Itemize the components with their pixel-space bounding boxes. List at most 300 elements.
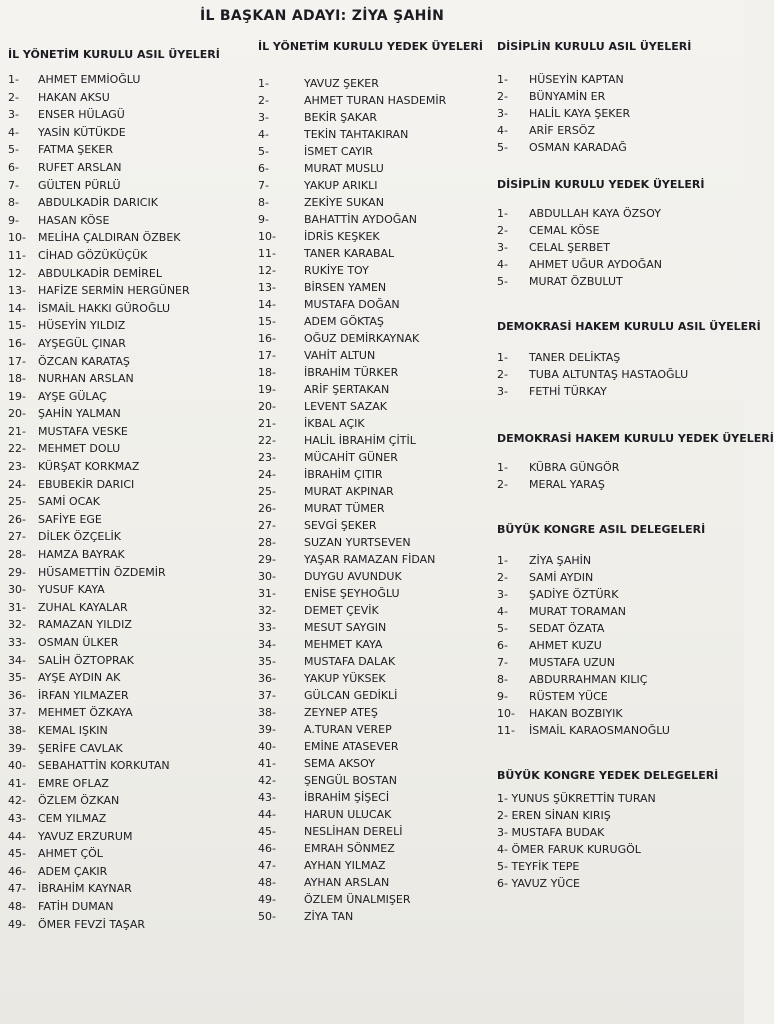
- member-name: BÜNYAMİN ER: [529, 90, 606, 103]
- item-number: 18-: [8, 372, 26, 386]
- item-number: 16-: [258, 332, 276, 345]
- member-name: YAKUP ARIKLI: [304, 179, 378, 192]
- member-name: MURAT ÖZBULUT: [529, 275, 623, 288]
- list-item: [258, 177, 498, 194]
- list-item: [258, 211, 498, 228]
- list-item: [8, 616, 253, 634]
- spacer: [497, 739, 744, 769]
- member-name: CİHAD GÖZÜKÜÇÜK: [38, 248, 148, 262]
- item-number: 39-: [258, 723, 276, 736]
- member-name: 5- TEYFİK TEPE: [497, 860, 580, 873]
- member-name: AHMET TURAN HASDEMİR: [304, 94, 447, 107]
- item-number: 20-: [258, 400, 276, 413]
- item-number: 23-: [258, 451, 276, 464]
- list-item: [8, 405, 253, 423]
- item-number: 34-: [258, 638, 276, 651]
- member-name: SAFİYE EGE: [38, 512, 102, 526]
- member-name: SUZAN YURTSEVEN: [304, 536, 411, 549]
- member-name: SALİH ÖZTOPRAK: [38, 653, 134, 667]
- item-number: 41-: [8, 776, 26, 790]
- item-number: 33-: [8, 636, 26, 649]
- item-number: 44-: [8, 829, 26, 843]
- member-name: SAMİ AYDIN: [529, 571, 594, 584]
- member-name: VAHİT ALTUN: [304, 349, 376, 362]
- item-number: 21-: [258, 417, 276, 430]
- list-item: [8, 722, 253, 740]
- member-name: YASİN KÜTÜKDE: [38, 125, 126, 139]
- item-number: 17-: [258, 349, 276, 362]
- item-number: 4-: [497, 605, 508, 618]
- member-name: SEBAHATTİN KORKUTAN: [38, 759, 170, 773]
- member-name: KEMAL IŞKIN: [38, 723, 108, 737]
- member-name: ZEKİYE SUKAN: [304, 196, 384, 209]
- list-item: [258, 602, 498, 619]
- item-number: 30-: [8, 583, 26, 597]
- list-item: [497, 586, 744, 603]
- member-name: SEMA AKSOY: [304, 757, 375, 770]
- list-item: [497, 122, 744, 139]
- item-number: 48-: [258, 876, 276, 889]
- list-item: [8, 141, 253, 159]
- member-name: ŞERİFE CAVLAK: [38, 741, 123, 755]
- list-item: [258, 466, 498, 483]
- item-number: 5-: [258, 145, 269, 158]
- member-name: ZİYA ŞAHİN: [529, 554, 592, 567]
- list-item: [8, 458, 253, 476]
- member-name: MUSTAFA DALAK: [304, 655, 396, 668]
- member-name: A.TURAN VEREP: [304, 723, 392, 736]
- member-name: HÜSEYİN KAPTAN: [529, 73, 624, 86]
- member-name: CEMAL KÖSE: [529, 224, 600, 237]
- item-number: 1-: [258, 77, 269, 90]
- item-number: 27-: [258, 519, 276, 532]
- list-item: [497, 383, 744, 400]
- item-number: 49-: [8, 917, 26, 931]
- member-name: BİRSEN YAMEN: [304, 281, 387, 294]
- list-item: [497, 637, 744, 654]
- list-item: [497, 552, 744, 569]
- member-name: ENSER HÜLAGÜ: [38, 108, 125, 122]
- member-name: MESUT SAYGIN: [304, 621, 387, 634]
- list-item: [497, 71, 744, 88]
- member-name: CEM YILMAZ: [38, 811, 107, 825]
- list-item: [258, 823, 498, 840]
- item-number: 21-: [8, 424, 26, 438]
- list-item: [8, 493, 253, 511]
- list-item: [258, 687, 498, 704]
- list-item: [8, 177, 253, 195]
- list-item: [497, 858, 744, 875]
- member-name: YUSUF KAYA: [38, 583, 105, 597]
- member-name: RÜSTEM YÜCE: [529, 690, 608, 703]
- member-name: EMİNE ATASEVER: [304, 740, 399, 753]
- list-item: [497, 654, 744, 671]
- list-item: [8, 810, 253, 828]
- member-name: AHMET ÇÖL: [38, 847, 103, 861]
- member-name: YAŞAR RAMAZAN FİDAN: [304, 553, 436, 566]
- list-item: [258, 500, 498, 517]
- list-item: [8, 212, 253, 230]
- item-number: 40-: [8, 759, 26, 773]
- item-number: 50-: [258, 910, 276, 923]
- member-name: ŞAHİN YALMAN: [38, 407, 121, 421]
- list-item: [258, 313, 498, 330]
- list-item: [8, 916, 253, 934]
- member-name: MURAT AKPINAR: [304, 485, 394, 498]
- list-item: [258, 806, 498, 823]
- item-number: 25-: [8, 495, 26, 509]
- item-number: 17-: [8, 354, 26, 368]
- item-number: 10-: [497, 707, 515, 720]
- item-number: 2-: [497, 478, 508, 491]
- member-name: HÜSAMETTİN ÖZDEMİR: [38, 565, 166, 579]
- list-item: [8, 898, 253, 916]
- section-title-kongre-yedek: BÜYÜK KONGRE YEDEK DELEGELERİ: [497, 769, 719, 782]
- member-name: İBRAHİM ŞİŞECİ: [304, 791, 390, 804]
- list-item: [258, 636, 498, 653]
- item-number: 23-: [8, 460, 26, 474]
- member-name: ARİF ERSÖZ: [529, 124, 596, 137]
- list-item: [258, 789, 498, 806]
- member-name: OSMAN ÜLKER: [38, 636, 119, 649]
- list-item: [8, 581, 253, 599]
- section-title-demokrasi-asil: DEMOKRASİ HAKEM KURULU ASIL ÜYELERİ: [497, 320, 761, 333]
- list-item: [258, 908, 498, 925]
- member-name: DEMET ÇEVİK: [304, 604, 379, 617]
- list-item: [497, 705, 744, 722]
- member-name: FATMA ŞEKER: [38, 143, 113, 157]
- member-name: SEDAT ÖZATA: [529, 622, 605, 635]
- item-number: 18-: [258, 366, 276, 379]
- item-number: 22-: [258, 434, 276, 447]
- member-name: AYŞE GÜLAÇ: [38, 389, 107, 403]
- list-item: [8, 353, 253, 371]
- member-name: ZEYNEP ATEŞ: [304, 706, 378, 719]
- member-name: ŞADİYE ÖZTÜRK: [529, 588, 619, 601]
- item-number: 32-: [258, 604, 276, 617]
- item-number: 46-: [258, 842, 276, 855]
- member-name: ÖMER FEVZİ TAŞAR: [38, 917, 146, 931]
- item-number: 45-: [8, 847, 26, 861]
- list-item: [258, 347, 498, 364]
- item-number: 47-: [258, 859, 276, 872]
- list-item: [8, 652, 253, 670]
- list-item: [258, 330, 498, 347]
- list-item: [8, 880, 253, 898]
- member-name: TEKİN TAHTAKIRAN: [304, 128, 409, 141]
- member-name: OĞUZ DEMİRKAYNAK: [304, 332, 420, 345]
- item-number: 42-: [8, 794, 26, 808]
- list-item: [8, 229, 253, 247]
- member-name: İKBAL AÇIK: [304, 417, 365, 430]
- item-number: 2-: [497, 368, 508, 381]
- item-number: 13-: [8, 284, 26, 298]
- list-item: [8, 159, 253, 177]
- list-item: [8, 599, 253, 617]
- list-item: [497, 139, 744, 156]
- member-name: MUSTAFA UZUN: [529, 656, 615, 669]
- item-number: 41-: [258, 757, 276, 770]
- list-item: [258, 483, 498, 500]
- member-name: AYŞE AYDIN AK: [38, 671, 121, 685]
- list-item: [497, 476, 744, 493]
- item-number: 47-: [8, 882, 26, 896]
- list-item: [497, 256, 744, 273]
- list-item: [258, 75, 498, 92]
- list-item: [497, 722, 744, 739]
- list-item: [258, 228, 498, 245]
- item-number: 19-: [258, 383, 276, 396]
- column-right: [497, 40, 774, 892]
- member-name: AHMET EMMİOĞLU: [38, 73, 141, 86]
- list-item: [8, 704, 253, 722]
- member-name: MEHMET KAYA: [304, 638, 383, 651]
- list-item: [258, 126, 498, 143]
- item-number: 14-: [258, 298, 276, 311]
- list-il-yonetim-yedek: [258, 75, 498, 925]
- member-name: HALİL İBRAHİM ÇİTİL: [304, 434, 416, 447]
- spacer: [497, 290, 744, 320]
- item-number: 49-: [258, 893, 276, 906]
- item-number: 1-: [497, 207, 508, 220]
- item-number: 8-: [8, 196, 19, 210]
- item-number: 9-: [497, 690, 508, 703]
- list-item: [258, 92, 498, 109]
- list-item: [258, 517, 498, 534]
- list-item: [8, 370, 253, 388]
- item-number: 5-: [497, 141, 508, 154]
- list-item: [8, 194, 253, 212]
- item-number: 13-: [258, 281, 276, 294]
- item-number: 26-: [8, 512, 26, 526]
- list-item: [497, 222, 744, 239]
- item-number: 46-: [8, 864, 26, 878]
- item-number: 7-: [258, 179, 269, 192]
- list-item: [8, 546, 253, 564]
- list-item: [8, 511, 253, 529]
- spacer: [497, 493, 744, 523]
- list-item: [8, 300, 253, 318]
- list-item: [8, 775, 253, 793]
- member-name: MEHMET DOLU: [38, 442, 121, 456]
- item-number: 2-: [497, 90, 508, 103]
- list-item: [258, 296, 498, 313]
- list-item: [497, 349, 744, 366]
- member-name: ADEM ÇAKIR: [38, 864, 108, 878]
- list-item: [497, 807, 744, 824]
- list-item: [258, 551, 498, 568]
- list-item: [497, 875, 744, 892]
- member-name: EMRE OFLAZ: [38, 776, 109, 790]
- list-item: [258, 670, 498, 687]
- column-middle: [258, 40, 498, 925]
- member-name: ABDULLAH KAYA ÖZSOY: [529, 207, 661, 220]
- item-number: 40-: [258, 740, 276, 753]
- member-name: ADEM GÖKTAŞ: [304, 315, 384, 328]
- member-name: AYHAN ARSLAN: [304, 876, 390, 889]
- list-item: [258, 857, 498, 874]
- item-number: 10-: [8, 231, 26, 245]
- member-name: MUSTAFA VESKE: [38, 424, 128, 438]
- item-number: 7-: [8, 178, 19, 192]
- item-number: 39-: [8, 741, 26, 755]
- item-number: 8-: [497, 673, 508, 686]
- item-number: 7-: [497, 656, 508, 669]
- item-number: 1-: [8, 73, 19, 86]
- item-number: 4-: [497, 124, 508, 137]
- list-item: [258, 772, 498, 789]
- member-name: TANER DELİKTAŞ: [529, 351, 621, 364]
- item-number: 31-: [8, 600, 26, 614]
- list-item: [497, 688, 744, 705]
- list-item: [497, 273, 744, 290]
- section-title-kongre-asil: BÜYÜK KONGRE ASIL DELEGELERİ: [497, 523, 706, 536]
- list-item: [8, 669, 253, 687]
- member-name: 6- YAVUZ YÜCE: [497, 877, 580, 890]
- item-number: 20-: [8, 407, 26, 421]
- section-title-demokrasi-yedek: DEMOKRASİ HAKEM KURULU YEDEK ÜYELERİ: [497, 432, 774, 445]
- member-name: RUFET ARSLAN: [38, 160, 122, 174]
- member-name: MEHMET ÖZKAYA: [38, 706, 133, 720]
- list-item: [8, 106, 253, 124]
- section-title-il-yonetim-yedek: İL YÖNETİM KURULU YEDEK ÜYELERİ: [258, 40, 483, 53]
- list-item: [8, 282, 253, 300]
- item-number: 15-: [8, 319, 26, 333]
- item-number: 11-: [497, 724, 515, 737]
- member-name: LEVENT SAZAK: [304, 400, 387, 413]
- list-item: [8, 828, 253, 846]
- list-demokrasi-asil: [497, 349, 744, 400]
- item-number: 35-: [258, 655, 276, 668]
- page-title: İL BAŞKAN ADAYI: ZİYA ŞAHİN: [200, 8, 445, 24]
- list-item: [8, 423, 253, 441]
- member-name: HASAN KÖSE: [38, 213, 110, 227]
- list-item: [8, 792, 253, 810]
- item-number: 5-: [8, 143, 19, 157]
- list-item: [497, 790, 744, 807]
- item-number: 5-: [497, 622, 508, 635]
- item-number: 4-: [497, 258, 508, 271]
- list-item: [258, 415, 498, 432]
- list-item: [258, 619, 498, 636]
- item-number: 10-: [258, 230, 276, 243]
- list-item: [8, 71, 253, 89]
- list-item: [258, 449, 498, 466]
- list-item: [258, 755, 498, 772]
- item-number: 37-: [8, 706, 26, 720]
- item-number: 28-: [8, 548, 26, 562]
- member-name: İSMAİL HAKKI GÜROĞLU: [38, 301, 171, 315]
- list-disiplin-yedek: [497, 205, 744, 290]
- member-name: SEVGİ ŞEKER: [304, 519, 377, 532]
- list-item: [258, 840, 498, 857]
- list-item: [8, 740, 253, 758]
- member-name: 1- YUNUS ŞÜKRETTİN TURAN: [497, 792, 656, 805]
- item-number: 3-: [8, 108, 19, 122]
- spacer: [497, 400, 744, 432]
- list-item: [258, 585, 498, 602]
- member-name: ÖZCAN KARATAŞ: [38, 354, 130, 368]
- list-item: [258, 194, 498, 211]
- item-number: 1-: [497, 461, 508, 474]
- item-number: 35-: [8, 671, 26, 685]
- member-name: TUBA ALTUNTAŞ HASTAOĞLU: [529, 368, 689, 381]
- list-item: [8, 634, 253, 652]
- item-number: 11-: [258, 247, 276, 260]
- member-name: FATİH DUMAN: [38, 899, 114, 913]
- item-number: 9-: [258, 213, 269, 226]
- member-name: HALİL KAYA ŞEKER: [529, 107, 631, 120]
- list-item: [258, 381, 498, 398]
- member-name: GÜLCAN GEDİKLİ: [304, 689, 398, 702]
- list-item: [8, 440, 253, 458]
- item-number: 24-: [8, 477, 26, 491]
- item-number: 44-: [258, 808, 276, 821]
- member-name: İBRAHİM KAYNAR: [38, 882, 132, 896]
- item-number: 16-: [8, 336, 26, 350]
- list-item: [8, 757, 253, 775]
- item-number: 9-: [8, 213, 19, 227]
- member-name: İBRAHİM TÜRKER: [304, 366, 399, 379]
- item-number: 22-: [8, 442, 26, 456]
- member-name: ÖZLEM ÜNALMIŞER: [304, 893, 411, 906]
- list-disiplin-asil: [497, 71, 744, 156]
- member-name: ZİYA TAN: [304, 910, 354, 923]
- list-item: [497, 239, 744, 256]
- member-name: BAHATTİN AYDOĞAN: [304, 213, 418, 226]
- member-name: KÜBRA GÜNGÖR: [529, 461, 620, 474]
- member-name: MERAL YARAŞ: [529, 478, 605, 491]
- list-item: [8, 564, 253, 582]
- member-name: NURHAN ARSLAN: [38, 372, 134, 386]
- item-number: 26-: [258, 502, 276, 515]
- member-name: YAVUZ ERZURUM: [38, 829, 133, 843]
- list-item: [8, 863, 253, 881]
- item-number: 36-: [258, 672, 276, 685]
- member-name: MELİHA ÇALDIRAN ÖZBEK: [38, 231, 181, 245]
- list-item: [497, 105, 744, 122]
- list-item: [8, 476, 253, 494]
- list-item: [258, 432, 498, 449]
- list-item: [8, 247, 253, 265]
- item-number: 27-: [8, 530, 26, 544]
- item-number: 42-: [258, 774, 276, 787]
- member-name: RUKİYE TOY: [304, 264, 369, 277]
- item-number: 24-: [258, 468, 276, 481]
- list-demokrasi-yedek: [497, 459, 744, 493]
- item-number: 2-: [8, 90, 19, 104]
- member-name: MURAT TÜMER: [304, 502, 385, 515]
- item-number: 43-: [8, 811, 26, 825]
- item-number: 29-: [8, 565, 26, 579]
- member-name: ARİF ŞERTAKAN: [304, 383, 390, 396]
- member-name: ABDULKADİR DEMİREL: [38, 266, 162, 280]
- item-number: 25-: [258, 485, 276, 498]
- item-number: 30-: [258, 570, 276, 583]
- list-item: [258, 738, 498, 755]
- member-name: BEKİR ŞAKAR: [304, 111, 377, 124]
- section-title-il-yonetim-asil: İL YÖNETİM KURULU ASIL ÜYELERİ: [8, 48, 220, 61]
- item-number: 1-: [497, 554, 508, 567]
- item-number: 2-: [497, 571, 508, 584]
- member-name: ABDULKADİR DARICIK: [38, 196, 158, 210]
- member-name: ŞENGÜL BOSTAN: [304, 774, 397, 787]
- member-name: HAMZA BAYRAK: [38, 548, 125, 562]
- member-name: ZUHAL KAYALAR: [38, 600, 128, 614]
- member-name: AHMET KUZU: [529, 639, 602, 652]
- list-kongre-asil: [497, 552, 744, 739]
- item-number: 8-: [258, 196, 269, 209]
